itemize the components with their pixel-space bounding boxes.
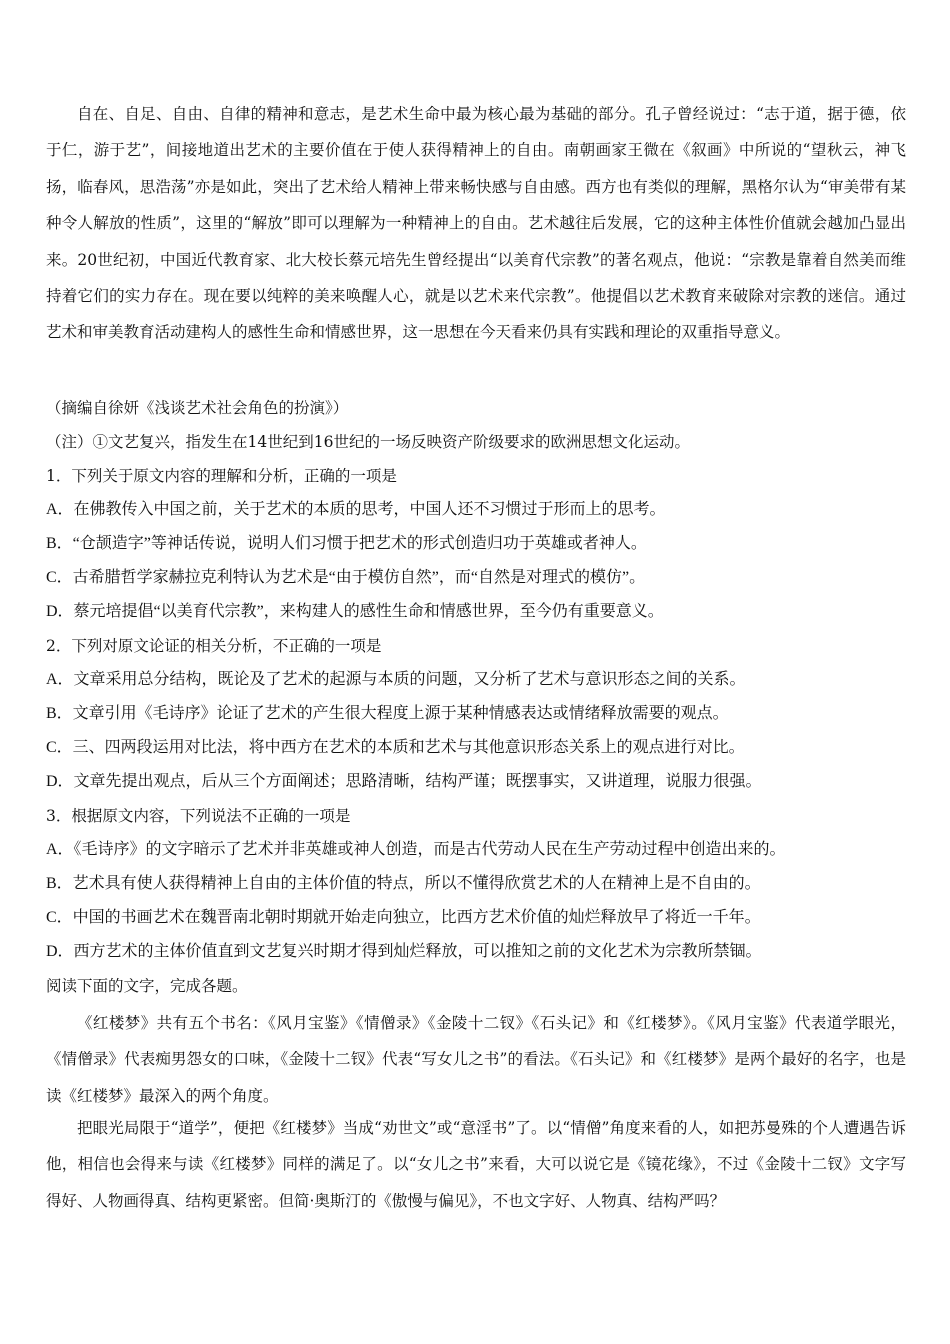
passage2-paragraph-1: 《红楼梦》共有五个书名：《风月宝鉴》《情僧录》《金陵十二钗》《石头记》和《红楼梦》。《风月宝鉴》代表道学眼光，《情僧录》代表痴男怨女的口味，《金陵十二钗》代表“写女儿之书”的看法。《石头记》和《红楼梦》是两个最好的名字，也是读《红楼梦》最深入的两个角度。 (46, 1014, 906, 1105)
question-3-stem: 3．根据原文内容，下列说法不正确的一项是 (46, 807, 351, 825)
question-2-option-c: C．三、四两段运用对比法，将中西方在艺术的本质和艺术与其他意识形态关系上的观点进行对比。 (46, 739, 745, 756)
question-1-stem: 1．下列关于原文内容的理解和分析，正确的一项是 (46, 467, 397, 485)
question-1-option-a: A．在佛教传入中国之前，关于艺术的本质的思考，中国人还不习惯过于形而上的思考。 (46, 501, 666, 518)
question-1-option-d: D．蔡元培提倡“以美育代宗教”，来构建人的感性生命和情感世界，至今仍有重要意义。 (46, 603, 664, 620)
passage1-note: （注）①文艺复兴，指发生在14世纪到16世纪的一场反映资产阶级要求的欧洲思想文化运动。 (46, 433, 690, 451)
question-2-option-a: A．文章采用总分结构，既论及了艺术的起源与本质的问题，又分析了艺术与意识形态之间的关系。 (46, 671, 746, 688)
passage1-source: （摘编自徐妍《浅谈艺术社会角色的扮演》） (46, 399, 349, 417)
question-3-option-d: D．西方艺术的主体价值直到文艺复兴时期才得到灿烂释放，可以推知之前的文化艺术为宗教所禁锢。 (46, 943, 762, 960)
question-2-stem: 2．下列对原文论证的相关分析，不正确的一项是 (46, 637, 382, 655)
question-2-option-d: D．文章先提出观点，后从三个方面阐述；思路清晰，结构严谨；既摆事实，又讲道理，说服力很强。 (46, 773, 762, 790)
reading-instruction: 阅读下面的文字，完成各题。 (46, 977, 248, 995)
question-1-option-c: C．古希腊哲学家赫拉克利特认为艺术是“由于模仿自然”，而“自然是对理式的模仿”。 (46, 569, 646, 586)
question-3-option-c: C．中国的书画艺术在魏晋南北朝时期就开始走向独立，比西方艺术价值的灿烂释放早了将近一千年。 (46, 909, 761, 926)
passage1-paragraph: 自在、自足、自由、自律的精神和意志，是艺术生命中最为核心最为基础的部分。孔子曾经说过：“志于道，据于德，依于仁，游于艺”，间接地道出艺术的主要价值在于使人获得精神上的自由。南朝画家王微在《叙画》中所说的“望秋云，神飞扬，临春风，思浩荡”亦是如此，突出了艺术给人精神上带来畅快感与自由感。西方也有类似的理解，黑格尔认为“审美带有某种令人解放的性质”，这里的“解放”即可以理解为一种精神上的自由。艺术越往后发展，它的这种主体性价值就会越加凸显出来。20世纪初，中国近代教育家、北大校长蔡元培先生曾经提出“以美育代宗教”的著名观点，他说：“宗教是靠着自然美而维持着它们的实力存在。现在要以纯粹的美来唤醒人心，就是以艺术来代宗教”。他提倡以艺术教育来破除对宗教的迷信。通过艺术和审美教育活动建构人的感性生命和情感世界，这一思想在今天看来仍具有实践和理论的双重指导意义。 (46, 105, 906, 342)
question-3-option-b: B．艺术具有使人获得精神上自由的主体价值的特点，所以不懂得欣赏艺术的人在精神上是不自由的。 (46, 875, 761, 892)
question-3-option-a: A．《毛诗序》的文字暗示了艺术并非英雄或神人创造，而是古代劳动人民在生产劳动过程中创造出来的。 (46, 841, 786, 858)
question-1-option-b: B．“仓颉造字”等神话传说，说明人们习惯于把艺术的形式创造归功于英雄或者神人。 (46, 535, 647, 552)
question-2-option-b: B．文章引用《毛诗序》论证了艺术的产生很大程度上源于某种情感表达或情绪释放需要的观点。 (46, 705, 729, 722)
passage2-paragraph-2: 把眼光局限于“道学”，便把《红楼梦》当成“劝世文”或“意淫书”了。以“情僧”角度来看的人，如把苏曼殊的个人遭遇告诉他，相信也会得来与读《红楼梦》同样的满足了。以“女儿之书”来看，大可以说它是《镜花缘》，不过《金陵十二钗》文字写得好、人物画得真、结构更紧密。但简·奥斯汀的《傲慢与偏见》，不也文字好、人物真、结构严吗？ (46, 1119, 906, 1210)
